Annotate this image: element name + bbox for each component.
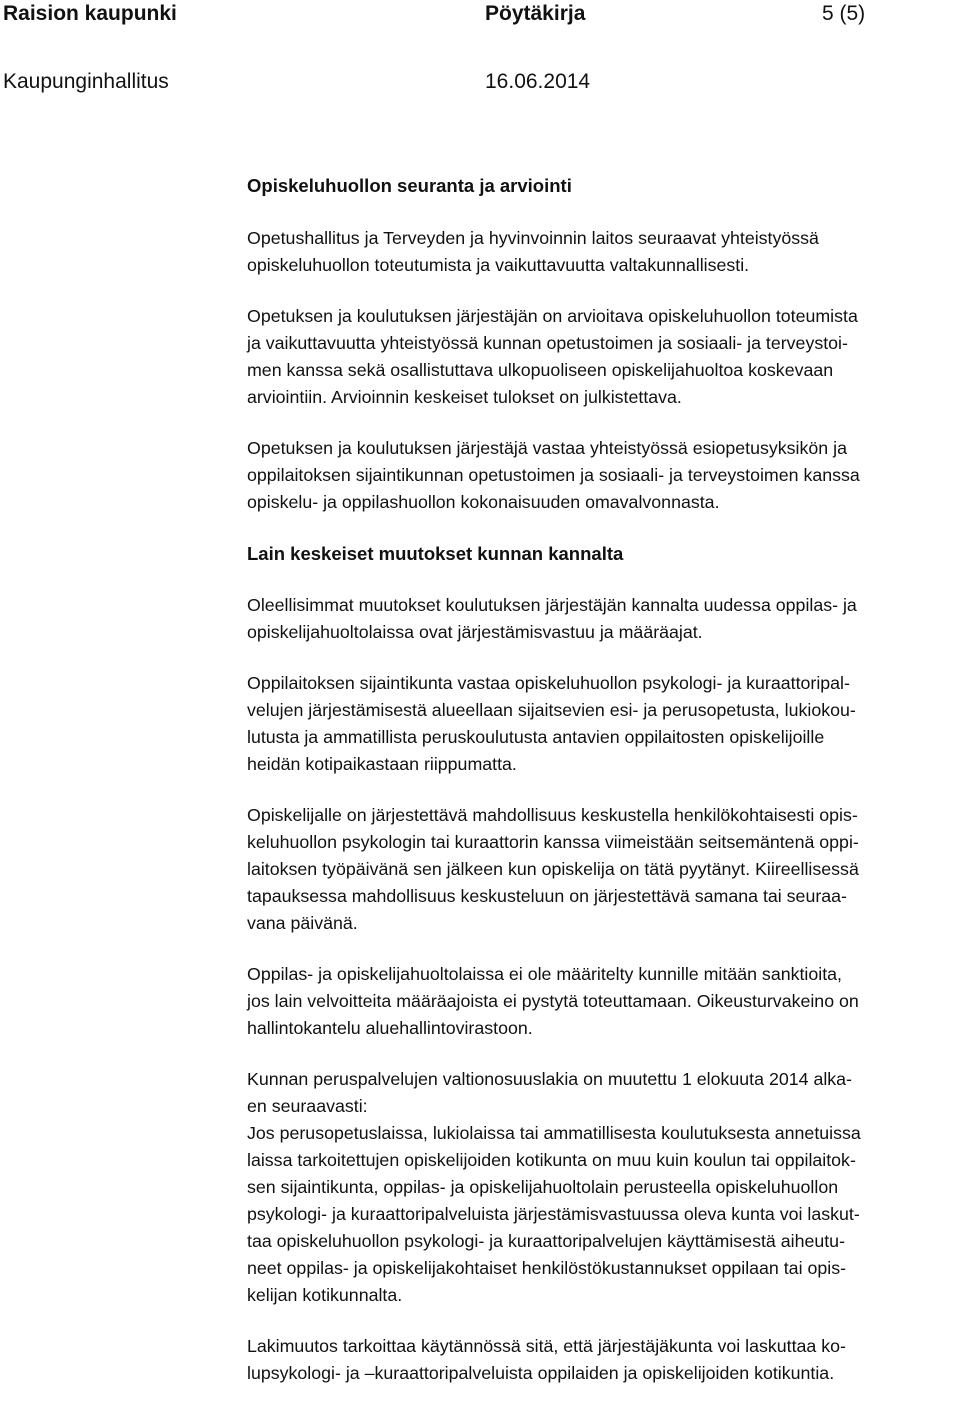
text-line: Oppilas- ja opiskelijahuoltolaissa ei ole määritelty kunnille mitään sanktioita, bbox=[247, 964, 842, 984]
section-title: Opiskeluhuollon seuranta ja arviointi bbox=[247, 175, 572, 196]
text-line: heidän kotipaikastaan riippumatta. bbox=[247, 754, 517, 774]
text-line: hallintokantelu aluehallintovirastoon. bbox=[247, 1018, 533, 1038]
text-line: Opetuksen ja koulutuksen järjestäjä vastaa yhteistyössä esiopetusyksikön ja bbox=[247, 438, 847, 458]
text-line: jos lain velvoitteita määräajoista ei pystytä toteuttamaan. Oikeusturvakeino on bbox=[247, 991, 859, 1011]
text-line: laissa tarkoitettujen opiskelijoiden kotikunta on muu kuin koulun tai oppilaitok- bbox=[247, 1150, 856, 1170]
paragraph bbox=[247, 303, 959, 411]
text-line: arviointiin. Arvioinnin keskeiset tulokset on julkistettava. bbox=[247, 387, 682, 407]
paragraph bbox=[247, 225, 959, 279]
text-line: vana päivänä. bbox=[247, 913, 358, 933]
section-title: Lain keskeiset muutokset kunnan kannalta bbox=[247, 543, 624, 564]
page-number: 5 (5) bbox=[822, 2, 866, 25]
text-line: sen sijaintikunta, oppilas- ja opiskelijahuoltolain perusteella opiskeluhuollon bbox=[247, 1177, 839, 1197]
text-line: Opetuksen ja koulutuksen järjestäjän on arvioitava opiskeluhuollon toteumista bbox=[247, 306, 858, 326]
text-line: en seuraavasti: bbox=[247, 1096, 368, 1116]
text-line: lupsykologi- ja –kuraattoripalveluista oppilaiden ja opiskelijoiden kotikuntia. bbox=[247, 1363, 835, 1383]
text-line: velujen järjestämisestä alueellaan sijaitsevien esi- ja perusopetusta, lukiokou- bbox=[247, 700, 856, 720]
paragraph bbox=[247, 1333, 959, 1387]
text-line: ja vaikuttavuutta yhteistyössä kunnan opetustoimen ja sosiaali- ja terveystoi- bbox=[247, 333, 848, 353]
text-line: Opiskelijalle on järjestettävä mahdollisuus keskustella henkilökohtaisesti opis- bbox=[247, 805, 858, 825]
text-line: oppilaitoksen sijaintikunnan opetustoimen ja sosiaali- ja terveystoimen kanssa bbox=[247, 465, 860, 485]
text-line: keluhuollon psykologin tai kuraattorin kanssa viimeistään seitsemäntenä oppi- bbox=[247, 832, 859, 852]
paragraph bbox=[247, 961, 959, 1042]
text-line: opiskeluhuollon toteutumista ja vaikuttavuutta valtakunnallisesti. bbox=[247, 255, 750, 275]
text-line: opiskelijahuoltolaissa ovat järjestämisvastuu ja määräajat. bbox=[247, 622, 703, 642]
text-line: neet oppilas- ja opiskelijakohtaiset henkilöstökustannukset oppilaan tai opis- bbox=[247, 1258, 847, 1278]
text-line: Jos perusopetuslaissa, lukiolaissa tai ammatillisesta koulutuksesta annetuissa bbox=[247, 1123, 861, 1143]
text-line: taa opiskeluhuollon psykologi- ja kuraattoripalvelujen käyttämisestä aiheutu- bbox=[247, 1231, 845, 1251]
text-line: Oppilaitoksen sijaintikunta vastaa opiskeluhuollon psykologi- ja kuraattoripal- bbox=[247, 673, 850, 693]
text-line: laitoksen työpäivänä sen jälkeen kun opiskelija on tätä pyytänyt. Kiireellisessä bbox=[247, 859, 859, 879]
text-line: opiskelu- ja oppilashuollon kokonaisuuden omavalvonnasta. bbox=[247, 492, 720, 512]
text-line: men kanssa sekä osallistuttava ulkopuoliseen opiskelijahuoltoa koskevaan bbox=[247, 360, 834, 380]
organization-name: Raision kaupunki bbox=[3, 2, 177, 25]
text-line: kelijan kotikunnalta. bbox=[247, 1285, 403, 1305]
paragraph bbox=[247, 670, 959, 778]
paragraph bbox=[247, 435, 959, 516]
document-body bbox=[247, 172, 959, 1387]
committee-name: Kaupunginhallitus bbox=[3, 70, 169, 93]
text-line: lutusta ja ammatillista peruskoulutusta antavien oppilaitosten opiskelijoille bbox=[247, 727, 825, 747]
paragraph bbox=[247, 802, 959, 937]
paragraph bbox=[247, 1066, 959, 1309]
text-line: Oleellisimmat muutokset koulutuksen järjestäjän kannalta uudessa oppilas- ja bbox=[247, 595, 857, 615]
text-line: Lakimuutos tarkoittaa käytännössä sitä, että järjestäjäkunta voi laskuttaa ko- bbox=[247, 1336, 846, 1356]
text-line: Kunnan peruspalvelujen valtionosuuslakia on muutettu 1 elokuuta 2014 alka- bbox=[247, 1069, 852, 1089]
meeting-date: 16.06.2014 bbox=[485, 70, 591, 93]
text-line: tapauksessa mahdollisuus keskusteluun on järjestettävä samana tai seuraa- bbox=[247, 886, 847, 906]
text-line: Opetushallitus ja Terveyden ja hyvinvoinnin laitos seuraavat yhteistyössä bbox=[247, 228, 819, 248]
paragraph bbox=[247, 592, 959, 646]
document-type: Pöytäkirja bbox=[485, 2, 586, 25]
text-line: psykologi- ja kuraattoripalveluista järjestämisvastuussa oleva kunta voi laskut- bbox=[247, 1204, 860, 1224]
